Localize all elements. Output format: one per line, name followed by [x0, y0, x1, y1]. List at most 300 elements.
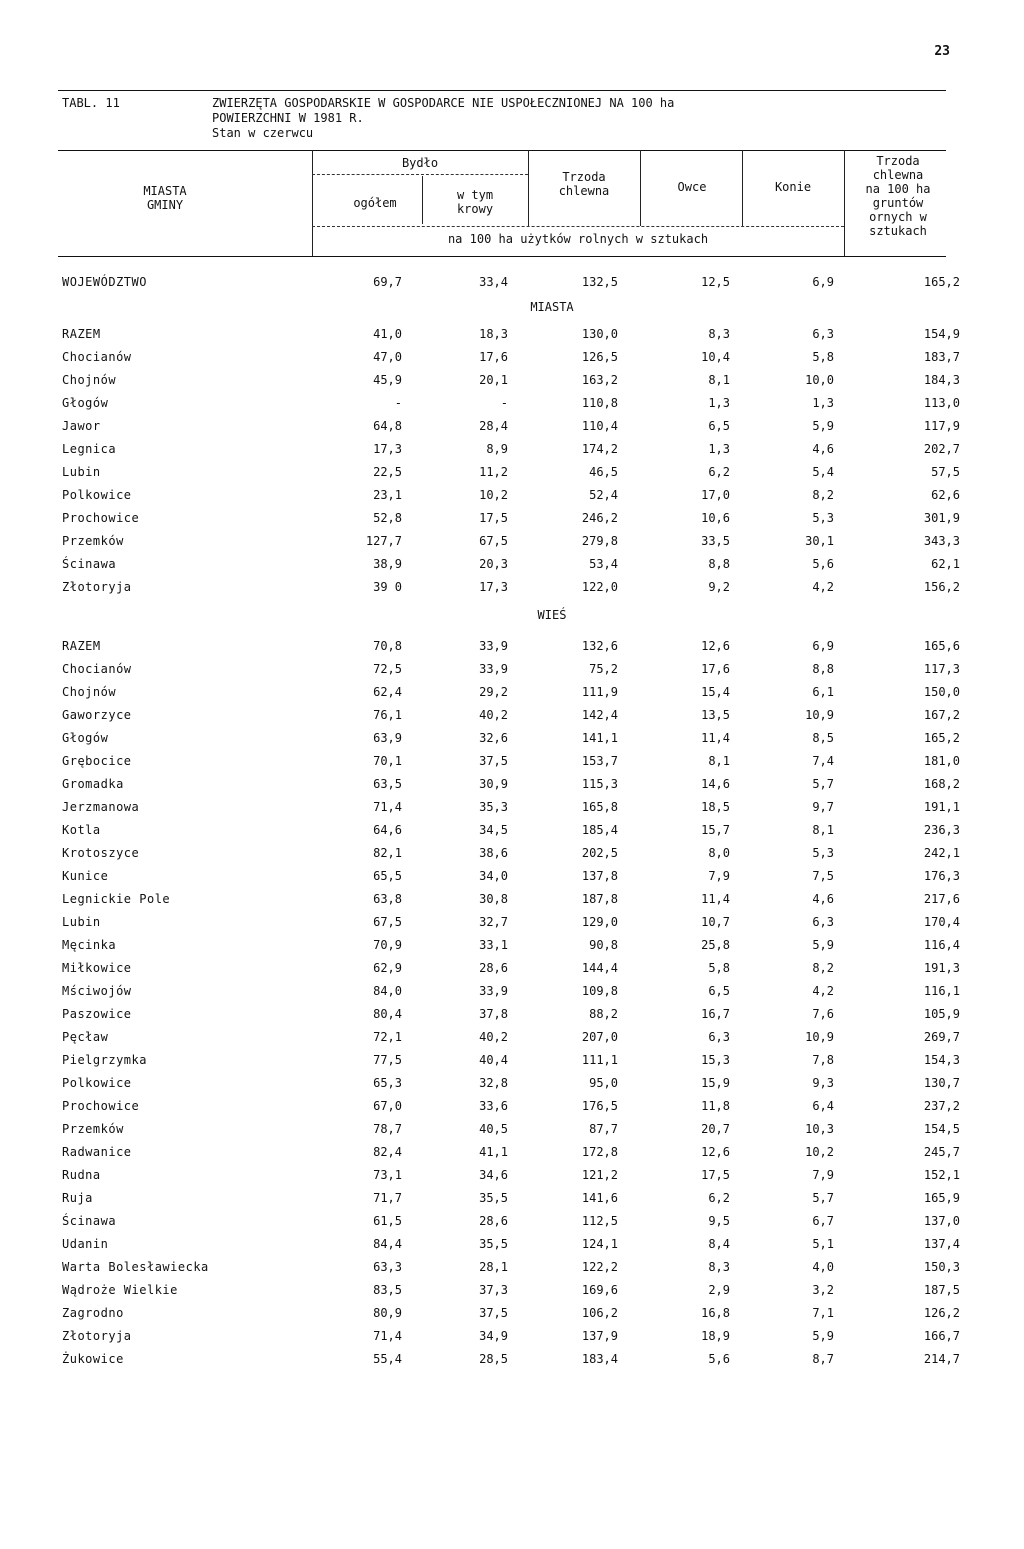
- cell-konie: 5,8: [812, 349, 834, 364]
- row-name: RAZEM: [62, 326, 101, 341]
- cell-konie: 6,3: [812, 914, 834, 929]
- cell-konie: 7,1: [812, 1305, 834, 1320]
- cell-owce: 6,5: [708, 418, 730, 433]
- cell-trzoda-grunty: 191,1: [923, 799, 960, 814]
- cell-owce: 16,7: [701, 1006, 730, 1021]
- cell-krowy: 37,5: [479, 753, 508, 768]
- table-row: [62, 1347, 960, 1370]
- cell-bydlo: 47,0: [373, 349, 402, 364]
- cell-owce: 10,6: [701, 510, 730, 525]
- cell-trzoda-grunty: 116,4: [923, 937, 960, 952]
- cell-konie: 4,6: [812, 891, 834, 906]
- cell-bydlo: 78,7: [373, 1121, 402, 1136]
- row-name: Przemków: [62, 533, 124, 548]
- cell-trzoda-grunty: 191,3: [923, 960, 960, 975]
- cell-owce: 6,2: [708, 1190, 730, 1205]
- cell-owce: 11,8: [701, 1098, 730, 1113]
- cell-konie: 6,9: [812, 274, 834, 289]
- cell-krowy: 41,1: [479, 1144, 508, 1159]
- cell-owce: 1,3: [708, 395, 730, 410]
- cell-trzoda-grunty: 150,0: [923, 684, 960, 699]
- trzoda-header-line: chlewna: [558, 184, 610, 198]
- cell-trzoda-grunty: 187,5: [923, 1282, 960, 1297]
- cell-bydlo: 17,3: [373, 441, 402, 456]
- cell-konie: 5,3: [812, 510, 834, 525]
- table-row: [62, 529, 960, 552]
- cell-krowy: 35,5: [479, 1190, 508, 1205]
- page-number: 23: [934, 44, 950, 59]
- cell-konie: 5,9: [812, 937, 834, 952]
- cell-trzoda: 187,8: [581, 891, 618, 906]
- cell-trzoda: 183,4: [581, 1351, 618, 1366]
- krowy-header: [424, 188, 526, 216]
- cell-trzoda-grunty: 237,2: [923, 1098, 960, 1113]
- cell-konie: 6,4: [812, 1098, 834, 1113]
- table-row: [62, 1209, 960, 1232]
- cell-owce: 8,3: [708, 1259, 730, 1274]
- trzoda-header-line: Trzoda: [562, 170, 606, 184]
- table-row: [62, 391, 960, 414]
- cell-trzoda-grunty: 154,5: [923, 1121, 960, 1136]
- cell-krowy: 37,8: [479, 1006, 508, 1021]
- cell-trzoda: 172,8: [581, 1144, 618, 1159]
- cell-bydlo: 63,5: [373, 776, 402, 791]
- cell-bydlo: 72,1: [373, 1029, 402, 1044]
- cell-konie: 5,7: [812, 776, 834, 791]
- cell-krowy: 38,6: [479, 845, 508, 860]
- cell-owce: 15,9: [701, 1075, 730, 1090]
- row-name: Głogów: [62, 395, 109, 410]
- cell-trzoda: 111,1: [581, 1052, 618, 1067]
- row-name: Grębocice: [62, 753, 132, 768]
- table-row: [62, 772, 960, 795]
- cell-owce: 9,2: [708, 579, 730, 594]
- cell-bydlo: 84,4: [373, 1236, 402, 1251]
- cell-krowy: 17,6: [479, 349, 508, 364]
- cell-bydlo: 64,6: [373, 822, 402, 837]
- cell-krowy: 18,3: [479, 326, 508, 341]
- table-row: [62, 483, 960, 506]
- last-header-line: ornych w: [869, 210, 927, 224]
- cell-bydlo: 45,9: [373, 372, 402, 387]
- table-row: [62, 1301, 960, 1324]
- row-name: Żukowice: [62, 1351, 124, 1366]
- cell-bydlo: 62,9: [373, 960, 402, 975]
- cell-konie: 8,2: [812, 487, 834, 502]
- cell-krowy: 40,4: [479, 1052, 508, 1067]
- cell-krowy: 37,3: [479, 1282, 508, 1297]
- cell-trzoda: 115,3: [581, 776, 618, 791]
- cell-owce: 11,4: [701, 891, 730, 906]
- cell-trzoda-grunty: 62,1: [931, 556, 960, 571]
- table-row: [62, 1163, 960, 1186]
- cell-konie: 7,9: [812, 1167, 834, 1182]
- table-row: [62, 345, 960, 368]
- table-row: [62, 1002, 960, 1025]
- row-name: WOJEWÓDZTWO: [62, 274, 147, 289]
- row-name: Warta Bolesławiecka: [62, 1259, 209, 1274]
- row-name: Wądroże Wielkie: [62, 1282, 178, 1297]
- row-name: Miłkowice: [62, 960, 132, 975]
- cell-trzoda-grunty: 184,3: [923, 372, 960, 387]
- table-row: [62, 1140, 960, 1163]
- cell-trzoda-grunty: 343,3: [923, 533, 960, 548]
- cell-owce: 13,5: [701, 707, 730, 722]
- cell-konie: 6,1: [812, 684, 834, 699]
- row-name: Polkowice: [62, 1075, 132, 1090]
- cell-konie: 6,7: [812, 1213, 834, 1228]
- table-title: [212, 96, 912, 141]
- cell-trzoda-grunty: 269,7: [923, 1029, 960, 1044]
- cell-owce: 18,5: [701, 799, 730, 814]
- cell-konie: 9,3: [812, 1075, 834, 1090]
- cell-owce: 1,3: [708, 441, 730, 456]
- cell-owce: 5,8: [708, 960, 730, 975]
- table-row: [62, 956, 960, 979]
- cell-trzoda-grunty: 137,4: [923, 1236, 960, 1251]
- row-name: Ścinawa: [62, 556, 117, 571]
- cell-owce: 15,7: [701, 822, 730, 837]
- cell-trzoda: 75,2: [589, 661, 618, 676]
- cell-trzoda-grunty: 301,9: [923, 510, 960, 525]
- table-row: [62, 1278, 960, 1301]
- cell-konie: 7,5: [812, 868, 834, 883]
- konie-header: Konie: [774, 180, 812, 194]
- cell-trzoda-grunty: 152,1: [923, 1167, 960, 1182]
- cell-trzoda: 279,8: [581, 533, 618, 548]
- header-subrule: [312, 174, 528, 175]
- row-name: Złotoryja: [62, 1328, 132, 1343]
- cell-bydlo: 39 0: [373, 579, 402, 594]
- cell-konie: 30,1: [805, 533, 834, 548]
- cell-konie: 10,9: [805, 1029, 834, 1044]
- section-label-wies: WIEŚ: [537, 608, 567, 622]
- cell-owce: 20,7: [701, 1121, 730, 1136]
- cell-trzoda: 144,4: [581, 960, 618, 975]
- cell-owce: 9,5: [708, 1213, 730, 1228]
- cell-trzoda-grunty: 126,2: [923, 1305, 960, 1320]
- row-name: Legnica: [62, 441, 117, 456]
- cell-owce: 25,8: [701, 937, 730, 952]
- row-name: Mściwojów: [62, 983, 132, 998]
- cell-trzoda-grunty: 137,0: [923, 1213, 960, 1228]
- cell-owce: 8,3: [708, 326, 730, 341]
- table-row: [62, 1255, 960, 1278]
- table-row: [62, 575, 960, 598]
- cell-konie: 7,6: [812, 1006, 834, 1021]
- cell-owce: 6,5: [708, 983, 730, 998]
- cell-owce: 12,5: [701, 274, 730, 289]
- row-name: Złotoryja: [62, 579, 132, 594]
- row-name: Ścinawa: [62, 1213, 117, 1228]
- krowy-header-line: w tym: [456, 188, 494, 202]
- cell-konie: 7,8: [812, 1052, 834, 1067]
- cell-krowy: 32,6: [479, 730, 508, 745]
- cell-trzoda: 132,5: [581, 274, 618, 289]
- last-header-line: gruntów: [872, 196, 924, 210]
- row-name: Głogów: [62, 730, 109, 745]
- cell-owce: 15,4: [701, 684, 730, 699]
- cell-krowy: -: [500, 395, 508, 410]
- header-subrule: [312, 226, 844, 227]
- cell-trzoda: 141,6: [581, 1190, 618, 1205]
- table-row: [62, 703, 960, 726]
- table-row: [62, 460, 960, 483]
- row-name: Kunice: [62, 868, 109, 883]
- cell-trzoda: 121,2: [581, 1167, 618, 1182]
- cell-bydlo: 73,1: [373, 1167, 402, 1182]
- title-line: Stan w czerwcu: [212, 126, 314, 140]
- row-name: Jerzmanowa: [62, 799, 140, 814]
- last-column-header: [846, 154, 950, 238]
- cell-konie: 4,0: [812, 1259, 834, 1274]
- cell-bydlo: 80,9: [373, 1305, 402, 1320]
- table-row: [62, 1324, 960, 1347]
- wies-table: [62, 634, 960, 1370]
- cell-krowy: 34,0: [479, 868, 508, 883]
- cell-trzoda-grunty: 167,2: [923, 707, 960, 722]
- cell-konie: 8,2: [812, 960, 834, 975]
- row-name: Pielgrzymka: [62, 1052, 147, 1067]
- cell-bydlo: 82,4: [373, 1144, 402, 1159]
- table-row: [62, 657, 960, 680]
- table-row: [62, 680, 960, 703]
- row-name: Prochowice: [62, 1098, 140, 1113]
- cell-bydlo: 55,4: [373, 1351, 402, 1366]
- title-line: ZWIERZĘTA GOSPODARSKIE W GOSPODARCE NIE USPOŁECZNIONEJ NA 100 ha: [212, 96, 675, 110]
- cell-konie: 5,6: [812, 556, 834, 571]
- cell-trzoda-grunty: 113,0: [923, 395, 960, 410]
- table-row: [62, 864, 960, 887]
- cell-bydlo: 67,5: [373, 914, 402, 929]
- row-name: Przemków: [62, 1121, 124, 1136]
- krowy-header-line: krowy: [456, 202, 494, 216]
- cell-trzoda-grunty: 183,7: [923, 349, 960, 364]
- cell-krowy: 37,5: [479, 1305, 508, 1320]
- cell-konie: 3,2: [812, 1282, 834, 1297]
- cell-owce: 12,6: [701, 1144, 730, 1159]
- cell-trzoda: 176,5: [581, 1098, 618, 1113]
- table-row: [62, 437, 960, 460]
- cell-trzoda-grunty: 57,5: [931, 464, 960, 479]
- header-divider: [742, 150, 743, 226]
- cell-krowy: 34,5: [479, 822, 508, 837]
- table-row: [62, 1232, 960, 1255]
- bydlo-header: Bydło: [401, 156, 439, 170]
- cell-trzoda: 137,9: [581, 1328, 618, 1343]
- row-name: RAZEM: [62, 638, 101, 653]
- unit-row: na 100 ha użytków rolnych w sztukach: [447, 232, 709, 246]
- table-row: [62, 841, 960, 864]
- cell-trzoda: 110,8: [581, 395, 618, 410]
- cell-trzoda: 95,0: [589, 1075, 618, 1090]
- cell-trzoda: 207,0: [581, 1029, 618, 1044]
- table-row: [62, 552, 960, 575]
- cell-krowy: 34,9: [479, 1328, 508, 1343]
- row-name: Prochowice: [62, 510, 140, 525]
- cell-trzoda-grunty: 214,7: [923, 1351, 960, 1366]
- cell-konie: 5,4: [812, 464, 834, 479]
- cell-bydlo: 83,5: [373, 1282, 402, 1297]
- cell-owce: 8,1: [708, 372, 730, 387]
- table-number: TABL. 11: [62, 96, 120, 110]
- cell-krowy: 30,9: [479, 776, 508, 791]
- cell-trzoda-grunty: 156,2: [923, 579, 960, 594]
- table-row: [62, 270, 960, 293]
- cell-bydlo: 76,1: [373, 707, 402, 722]
- cell-trzoda-grunty: 242,1: [923, 845, 960, 860]
- cell-krowy: 8,9: [486, 441, 508, 456]
- cell-krowy: 20,1: [479, 372, 508, 387]
- cell-trzoda: 122,0: [581, 579, 618, 594]
- table-row: [62, 1117, 960, 1140]
- cell-bydlo: 127,7: [365, 533, 402, 548]
- ogolem-header: ogółem: [353, 196, 397, 210]
- table-row: [62, 933, 960, 956]
- row-name: Chocianów: [62, 661, 132, 676]
- row-name: Gromadka: [62, 776, 124, 791]
- table-row: [62, 726, 960, 749]
- cell-bydlo: 70,8: [373, 638, 402, 653]
- table-row: [62, 1071, 960, 1094]
- cell-owce: 17,6: [701, 661, 730, 676]
- cell-trzoda-grunty: 105,9: [923, 1006, 960, 1021]
- cell-bydlo: 23,1: [373, 487, 402, 502]
- cell-trzoda: 109,8: [581, 983, 618, 998]
- table-row: [62, 1048, 960, 1071]
- table-row: [62, 634, 960, 657]
- cell-trzoda-grunty: 154,3: [923, 1052, 960, 1067]
- cell-trzoda-grunty: 181,0: [923, 753, 960, 768]
- cell-owce: 8,4: [708, 1236, 730, 1251]
- cell-krowy: 30,8: [479, 891, 508, 906]
- cell-krowy: 40,2: [479, 707, 508, 722]
- table-row: [62, 749, 960, 772]
- row-name: Chojnów: [62, 684, 117, 699]
- cell-bydlo: 71,7: [373, 1190, 402, 1205]
- cell-bydlo: 65,5: [373, 868, 402, 883]
- cell-krowy: 10,2: [479, 487, 508, 502]
- row-name: Zagrodno: [62, 1305, 124, 1320]
- cell-bydlo: 61,5: [373, 1213, 402, 1228]
- row-name: Męcinka: [62, 937, 117, 952]
- row-name: Pęcław: [62, 1029, 109, 1044]
- cell-trzoda: 87,7: [589, 1121, 618, 1136]
- cell-bydlo: 52,8: [373, 510, 402, 525]
- cell-trzoda: 106,2: [581, 1305, 618, 1320]
- cell-trzoda-grunty: 116,1: [923, 983, 960, 998]
- cell-owce: 6,3: [708, 1029, 730, 1044]
- table-row: [62, 414, 960, 437]
- cell-trzoda: 163,2: [581, 372, 618, 387]
- stub-header-line: MIASTA: [143, 184, 187, 198]
- row-name: Radwanice: [62, 1144, 132, 1159]
- cell-konie: 6,9: [812, 638, 834, 653]
- row-name: Chocianów: [62, 349, 132, 364]
- cell-krowy: 40,5: [479, 1121, 508, 1136]
- cell-owce: 14,6: [701, 776, 730, 791]
- cell-owce: 17,0: [701, 487, 730, 502]
- cell-konie: 10,9: [805, 707, 834, 722]
- cell-owce: 18,9: [701, 1328, 730, 1343]
- cell-konie: 1,3: [812, 395, 834, 410]
- table-row: [62, 506, 960, 529]
- cell-trzoda-grunty: 165,2: [923, 730, 960, 745]
- row-name: Kotla: [62, 822, 101, 837]
- cell-bydlo: 77,5: [373, 1052, 402, 1067]
- cell-trzoda-grunty: 62,6: [931, 487, 960, 502]
- cell-trzoda: 126,5: [581, 349, 618, 364]
- cell-bydlo: 70,1: [373, 753, 402, 768]
- cell-konie: 6,3: [812, 326, 834, 341]
- row-name: Legnickie Pole: [62, 891, 171, 906]
- row-name: Polkowice: [62, 487, 132, 502]
- cell-bydlo: 71,4: [373, 1328, 402, 1343]
- cell-trzoda: 88,2: [589, 1006, 618, 1021]
- cell-krowy: 33,9: [479, 638, 508, 653]
- cell-trzoda-grunty: 150,3: [923, 1259, 960, 1274]
- cell-konie: 8,8: [812, 661, 834, 676]
- row-name: Chojnów: [62, 372, 117, 387]
- cell-bydlo: 82,1: [373, 845, 402, 860]
- header-divider: [528, 150, 529, 226]
- table-row: [62, 1186, 960, 1209]
- cell-trzoda-grunty: 117,3: [923, 661, 960, 676]
- cell-krowy: 11,2: [479, 464, 508, 479]
- cell-trzoda-grunty: 154,9: [923, 326, 960, 341]
- cell-krowy: 33,1: [479, 937, 508, 952]
- cell-krowy: 29,2: [479, 684, 508, 699]
- cell-konie: 4,2: [812, 579, 834, 594]
- header-divider: [422, 176, 423, 224]
- miasta-table: [62, 322, 960, 598]
- table-row: [62, 1094, 960, 1117]
- cell-konie: 5,7: [812, 1190, 834, 1205]
- last-header-line: chlewna: [872, 168, 924, 182]
- voivodeship-table: [62, 270, 960, 293]
- top-rule: [58, 90, 946, 91]
- stub-header: [130, 184, 200, 212]
- cell-trzoda-grunty: 202,7: [923, 441, 960, 456]
- last-header-line: na 100 ha: [865, 182, 931, 196]
- cell-owce: 8,1: [708, 753, 730, 768]
- table-row: [62, 1025, 960, 1048]
- cell-owce: 17,5: [701, 1167, 730, 1182]
- table-row: [62, 818, 960, 841]
- row-name: Gaworzyce: [62, 707, 132, 722]
- cell-bydlo: 65,3: [373, 1075, 402, 1090]
- cell-owce: 8,8: [708, 556, 730, 571]
- trzoda-header: [530, 170, 638, 198]
- cell-konie: 8,1: [812, 822, 834, 837]
- cell-trzoda: 129,0: [581, 914, 618, 929]
- cell-krowy: 28,6: [479, 960, 508, 975]
- cell-trzoda-grunty: 236,3: [923, 822, 960, 837]
- cell-trzoda-grunty: 165,2: [923, 274, 960, 289]
- cell-konie: 10,0: [805, 372, 834, 387]
- cell-konie: 5,9: [812, 418, 834, 433]
- cell-owce: 6,2: [708, 464, 730, 479]
- row-name: Rudna: [62, 1167, 101, 1182]
- stub-header-line: GMINY: [146, 198, 184, 212]
- cell-krowy: 28,6: [479, 1213, 508, 1228]
- cell-owce: 11,4: [701, 730, 730, 745]
- table-row: [62, 910, 960, 933]
- cell-krowy: 17,3: [479, 579, 508, 594]
- cell-bydlo: 63,3: [373, 1259, 402, 1274]
- table-row: [62, 368, 960, 391]
- table-row: [62, 795, 960, 818]
